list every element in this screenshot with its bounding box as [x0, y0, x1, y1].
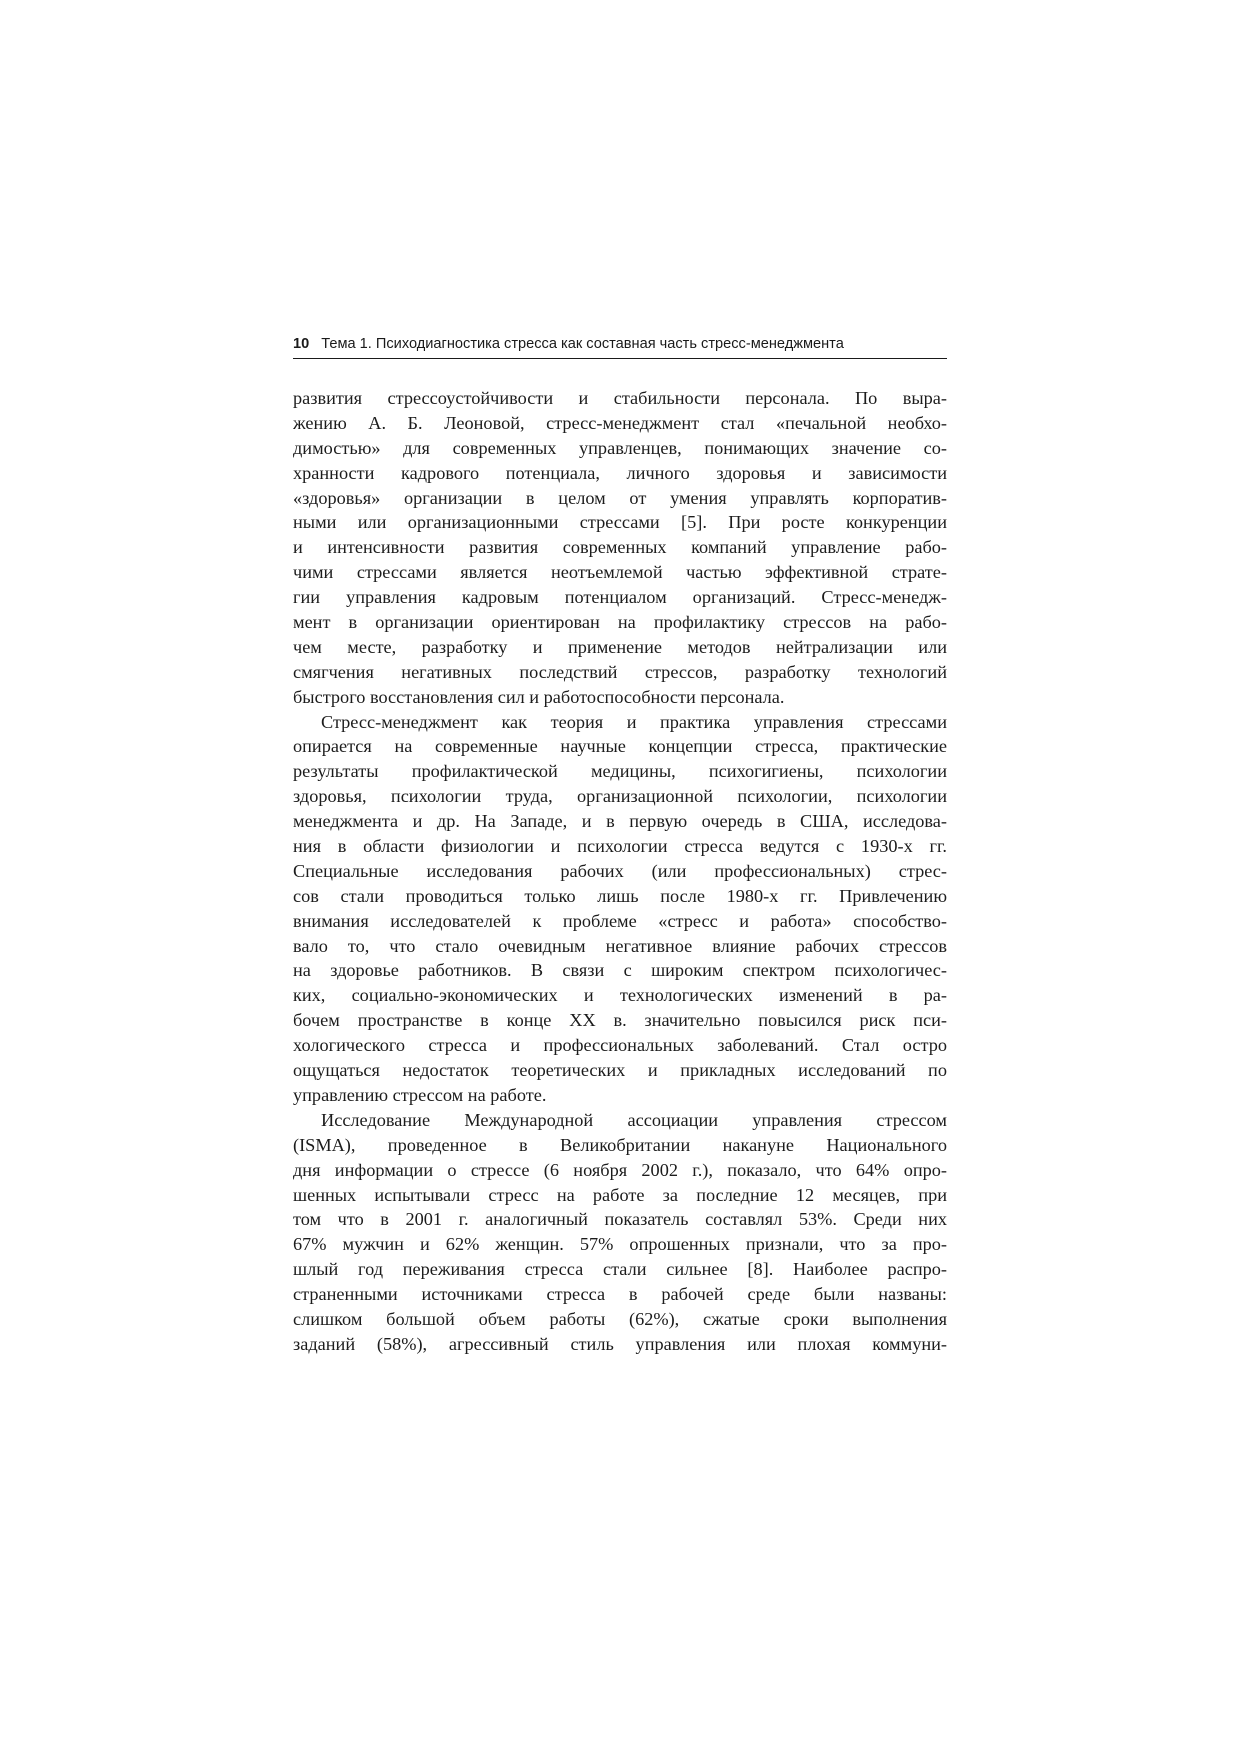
paragraph-2 [293, 710, 947, 1108]
text-line: хологического стресса и профессиональных заболеваний. Стал остро [293, 1035, 947, 1056]
text-line: развития стрессоустойчивости и стабильности персонала. По выра- [293, 388, 947, 408]
text-line: и интенсивности развития современных компаний управление рабо- [293, 537, 947, 558]
text-line: ния в области физиологии и психологии стресса ведутся с 1930-х гг. [293, 836, 947, 857]
text-line: ными или организационными стрессами [5]. При росте конкуренции [293, 512, 947, 533]
text-line: результаты профилактической медицины, психогигиены, психологии [293, 761, 947, 782]
text-line: Стресс-менеджмент как теория и практика управления стрессами [321, 711, 947, 732]
text-line: мент в организации ориентирован на профилактику стрессов на рабо- [293, 612, 947, 633]
text-line: «здоровья» организации в целом от умения управлять корпоратив- [293, 487, 947, 508]
running-head [293, 334, 947, 359]
text-line: чими стрессами является неотъемлемой частью эффективной страте- [293, 562, 947, 583]
text-line: сов стали проводиться только лишь после 1980-х гг. Привлечению [293, 885, 947, 906]
text-line: смягчения негативных последствий стрессов, разработку технологий [293, 661, 947, 682]
text-line: хранности кадрового потенциала, личного здоровья и зависимости [293, 462, 947, 483]
text-line: на здоровье работников. В связи с широким спектром психологичес- [293, 960, 947, 981]
text-line: Исследование Международной ассоциации управления стрессом [321, 1109, 947, 1130]
text-line: ких, социально-экономических и технологических изменений в ра- [293, 985, 947, 1006]
text-line: гии управления кадровым потенциалом организаций. Стресс-менедж- [293, 587, 947, 608]
text-line: дня информации о стрессе (6 ноября 2002 г.), показало, что 64% опро- [293, 1159, 947, 1180]
text-line: вало то, что стало очевидным негативное влияние рабочих стрессов [293, 935, 947, 956]
text-line: Специальные исследования рабочих (или профессиональных) стрес- [293, 860, 947, 881]
text-line: 67% мужчин и 62% женщин. 57% опрошенных признали, что за про- [293, 1234, 947, 1255]
text-line: шенных испытывали стресс на работе за последние 12 месяцев, при [293, 1184, 947, 1205]
text-line: слишком большой объем работы (62%), сжатые сроки выполнения [293, 1308, 947, 1329]
running-head-title: Тема 1. Психодиагностика стресса как составная часть стресс-менеджмента [321, 336, 844, 352]
text-line: здоровья, психологии труда, организационной психологии, психологии [293, 786, 947, 807]
paragraph-3 [293, 1108, 947, 1357]
text-line: димостью» для современных управленцев, понимающих значение со- [293, 437, 947, 458]
text-line: быстрого восстановления сил и работоспособности персонала. [293, 686, 785, 707]
text-line: (ISMA), проведенное в Великобритании накануне Национального [293, 1134, 947, 1155]
text-line: ощущаться недостаток теоретических и прикладных исследований по [293, 1060, 947, 1081]
text-line: том что в 2001 г. аналогичный показатель составлял 53%. Среди них [293, 1209, 947, 1230]
text-line: опирается на современные научные концепции стресса, практические [293, 736, 947, 757]
text-line: бочем пространстве в конце XX в. значительно повысился риск пси- [293, 1010, 947, 1031]
page-number: 10 [293, 336, 310, 352]
text-line: страненными источниками стресса в рабочей среде были названы: [293, 1284, 947, 1305]
text-line: менеджмента и др. На Западе, и в первую очередь в США, исследова- [293, 811, 947, 832]
text-line: шлый год переживания стресса стали сильнее [8]. Наиболее распро- [293, 1259, 947, 1280]
text-line: жению А. Б. Леоновой, стресс-менеджмент стал «печальной необхо- [293, 412, 947, 433]
text-body [293, 386, 947, 1357]
text-line: чем месте, разработку и применение методов нейтрализации или [293, 636, 947, 657]
text-line: управлению стрессом на работе. [293, 1084, 547, 1105]
text-line: заданий (58%), агрессивный стиль управления или плохая коммуни- [293, 1333, 947, 1354]
text-line: внимания исследователей к проблеме «стресс и работа» способство- [293, 910, 947, 931]
paragraph-1 [293, 386, 947, 710]
